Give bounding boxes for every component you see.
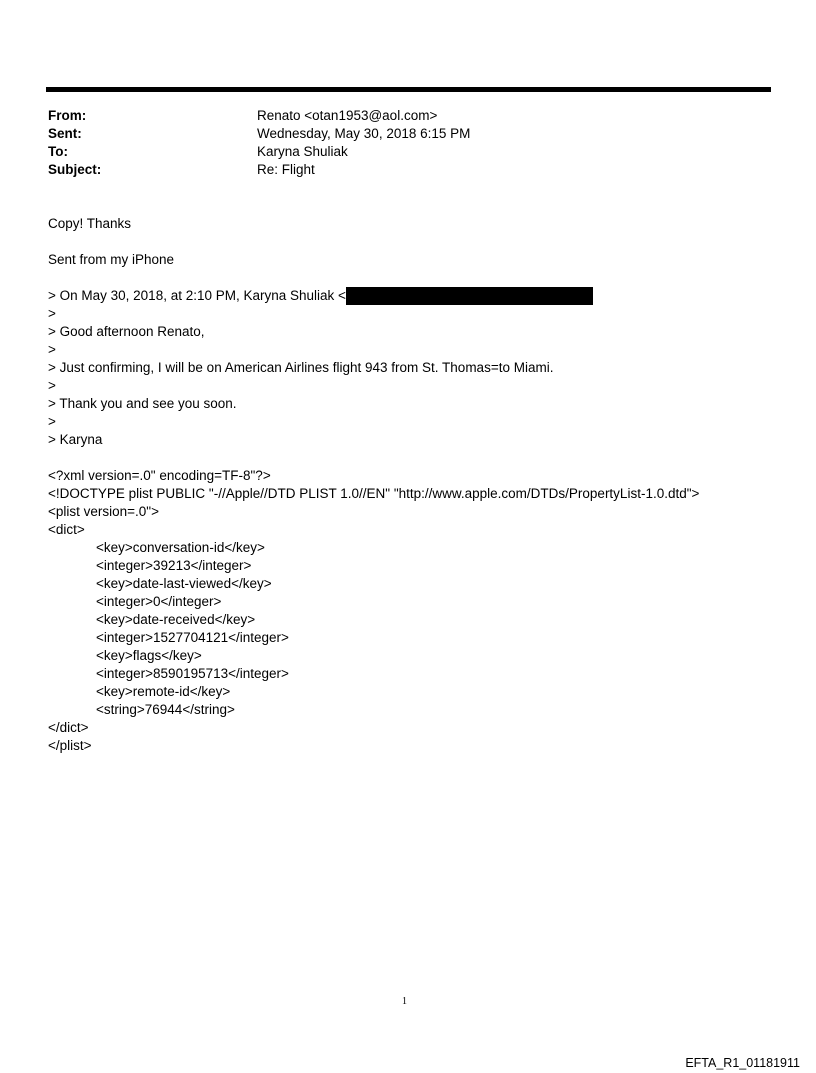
quoted-blank: > xyxy=(48,306,56,321)
quoted-blank: > xyxy=(48,342,56,357)
plist-entry: <key>date-last-viewed</key> xyxy=(96,576,272,591)
plist-doctype: <!DOCTYPE plist PUBLIC "-//Apple//DTD PLIST 1.0//EN" "http://www.apple.com/DTDs/PropertyList-1.0.dtd"> xyxy=(48,486,700,501)
plist-entry: <integer>1527704121</integer> xyxy=(96,630,289,645)
plist-block xyxy=(48,467,768,755)
spacer xyxy=(48,449,768,467)
quoted-thanks: > Thank you and see you soon. xyxy=(48,396,237,411)
dict-open-tag: <dict> xyxy=(48,522,85,537)
to-row xyxy=(48,143,768,161)
sent-value: Wednesday, May 30, 2018 6:15 PM xyxy=(257,126,471,141)
email-body xyxy=(48,215,768,755)
plist-entry: <key>flags</key> xyxy=(96,648,202,663)
dict-close-tag: </dict> xyxy=(48,720,89,735)
plist-entry: <key>remote-id</key> xyxy=(96,684,231,699)
signature-text: Sent from my iPhone xyxy=(48,252,175,267)
plist-entry: <integer>0</integer> xyxy=(96,594,222,609)
document-id: EFTA_R1_01181911 xyxy=(685,1056,800,1070)
quoted-blank: > xyxy=(48,414,56,429)
to-value: Karyna Shuliak xyxy=(257,144,348,159)
spacer xyxy=(48,269,768,287)
quoted-sign-off: > Karyna xyxy=(48,432,103,447)
email-header xyxy=(48,107,768,179)
page-number: 1 xyxy=(402,996,407,1007)
subject-value: Re: Flight xyxy=(257,162,315,177)
spacer xyxy=(48,233,768,251)
plist-entry: <integer>8590195713</integer> xyxy=(96,666,289,681)
quoted-message xyxy=(48,287,768,449)
subject-label: Subject: xyxy=(48,162,102,177)
from-value: Renato <otan1953@aol.com> xyxy=(257,108,438,123)
quoted-intro: > On May 30, 2018, at 2:10 PM, Karyna Shuliak < xyxy=(48,288,346,303)
from-label: From: xyxy=(48,108,87,123)
subject-row xyxy=(48,161,768,179)
plist-xml-declaration: <?xml version=.0" encoding=TF-8"?> xyxy=(48,468,271,483)
quoted-blank: > xyxy=(48,378,56,393)
header-divider xyxy=(46,87,771,92)
to-label: To: xyxy=(48,144,68,159)
quoted-message-text: > Just confirming, I will be on American Airlines flight 943 from St. Thomas=to Miami. xyxy=(48,360,554,375)
plist-open-tag: <plist version=.0"> xyxy=(48,504,159,519)
reply-text: Copy! Thanks xyxy=(48,216,132,231)
sent-label: Sent: xyxy=(48,126,82,141)
from-row xyxy=(48,107,768,125)
plist-entry: <key>date-received</key> xyxy=(96,612,256,627)
quoted-intro-line xyxy=(48,287,768,305)
sent-row xyxy=(48,125,768,143)
plist-entry: <key>conversation-id</key> xyxy=(96,540,265,555)
quoted-greeting: > Good afternoon Renato, xyxy=(48,324,205,339)
redaction-block xyxy=(346,287,593,305)
plist-entry: <string>76944</string> xyxy=(96,702,235,717)
plist-entry: <integer>39213</integer> xyxy=(96,558,252,573)
plist-close-tag: </plist> xyxy=(48,738,92,753)
